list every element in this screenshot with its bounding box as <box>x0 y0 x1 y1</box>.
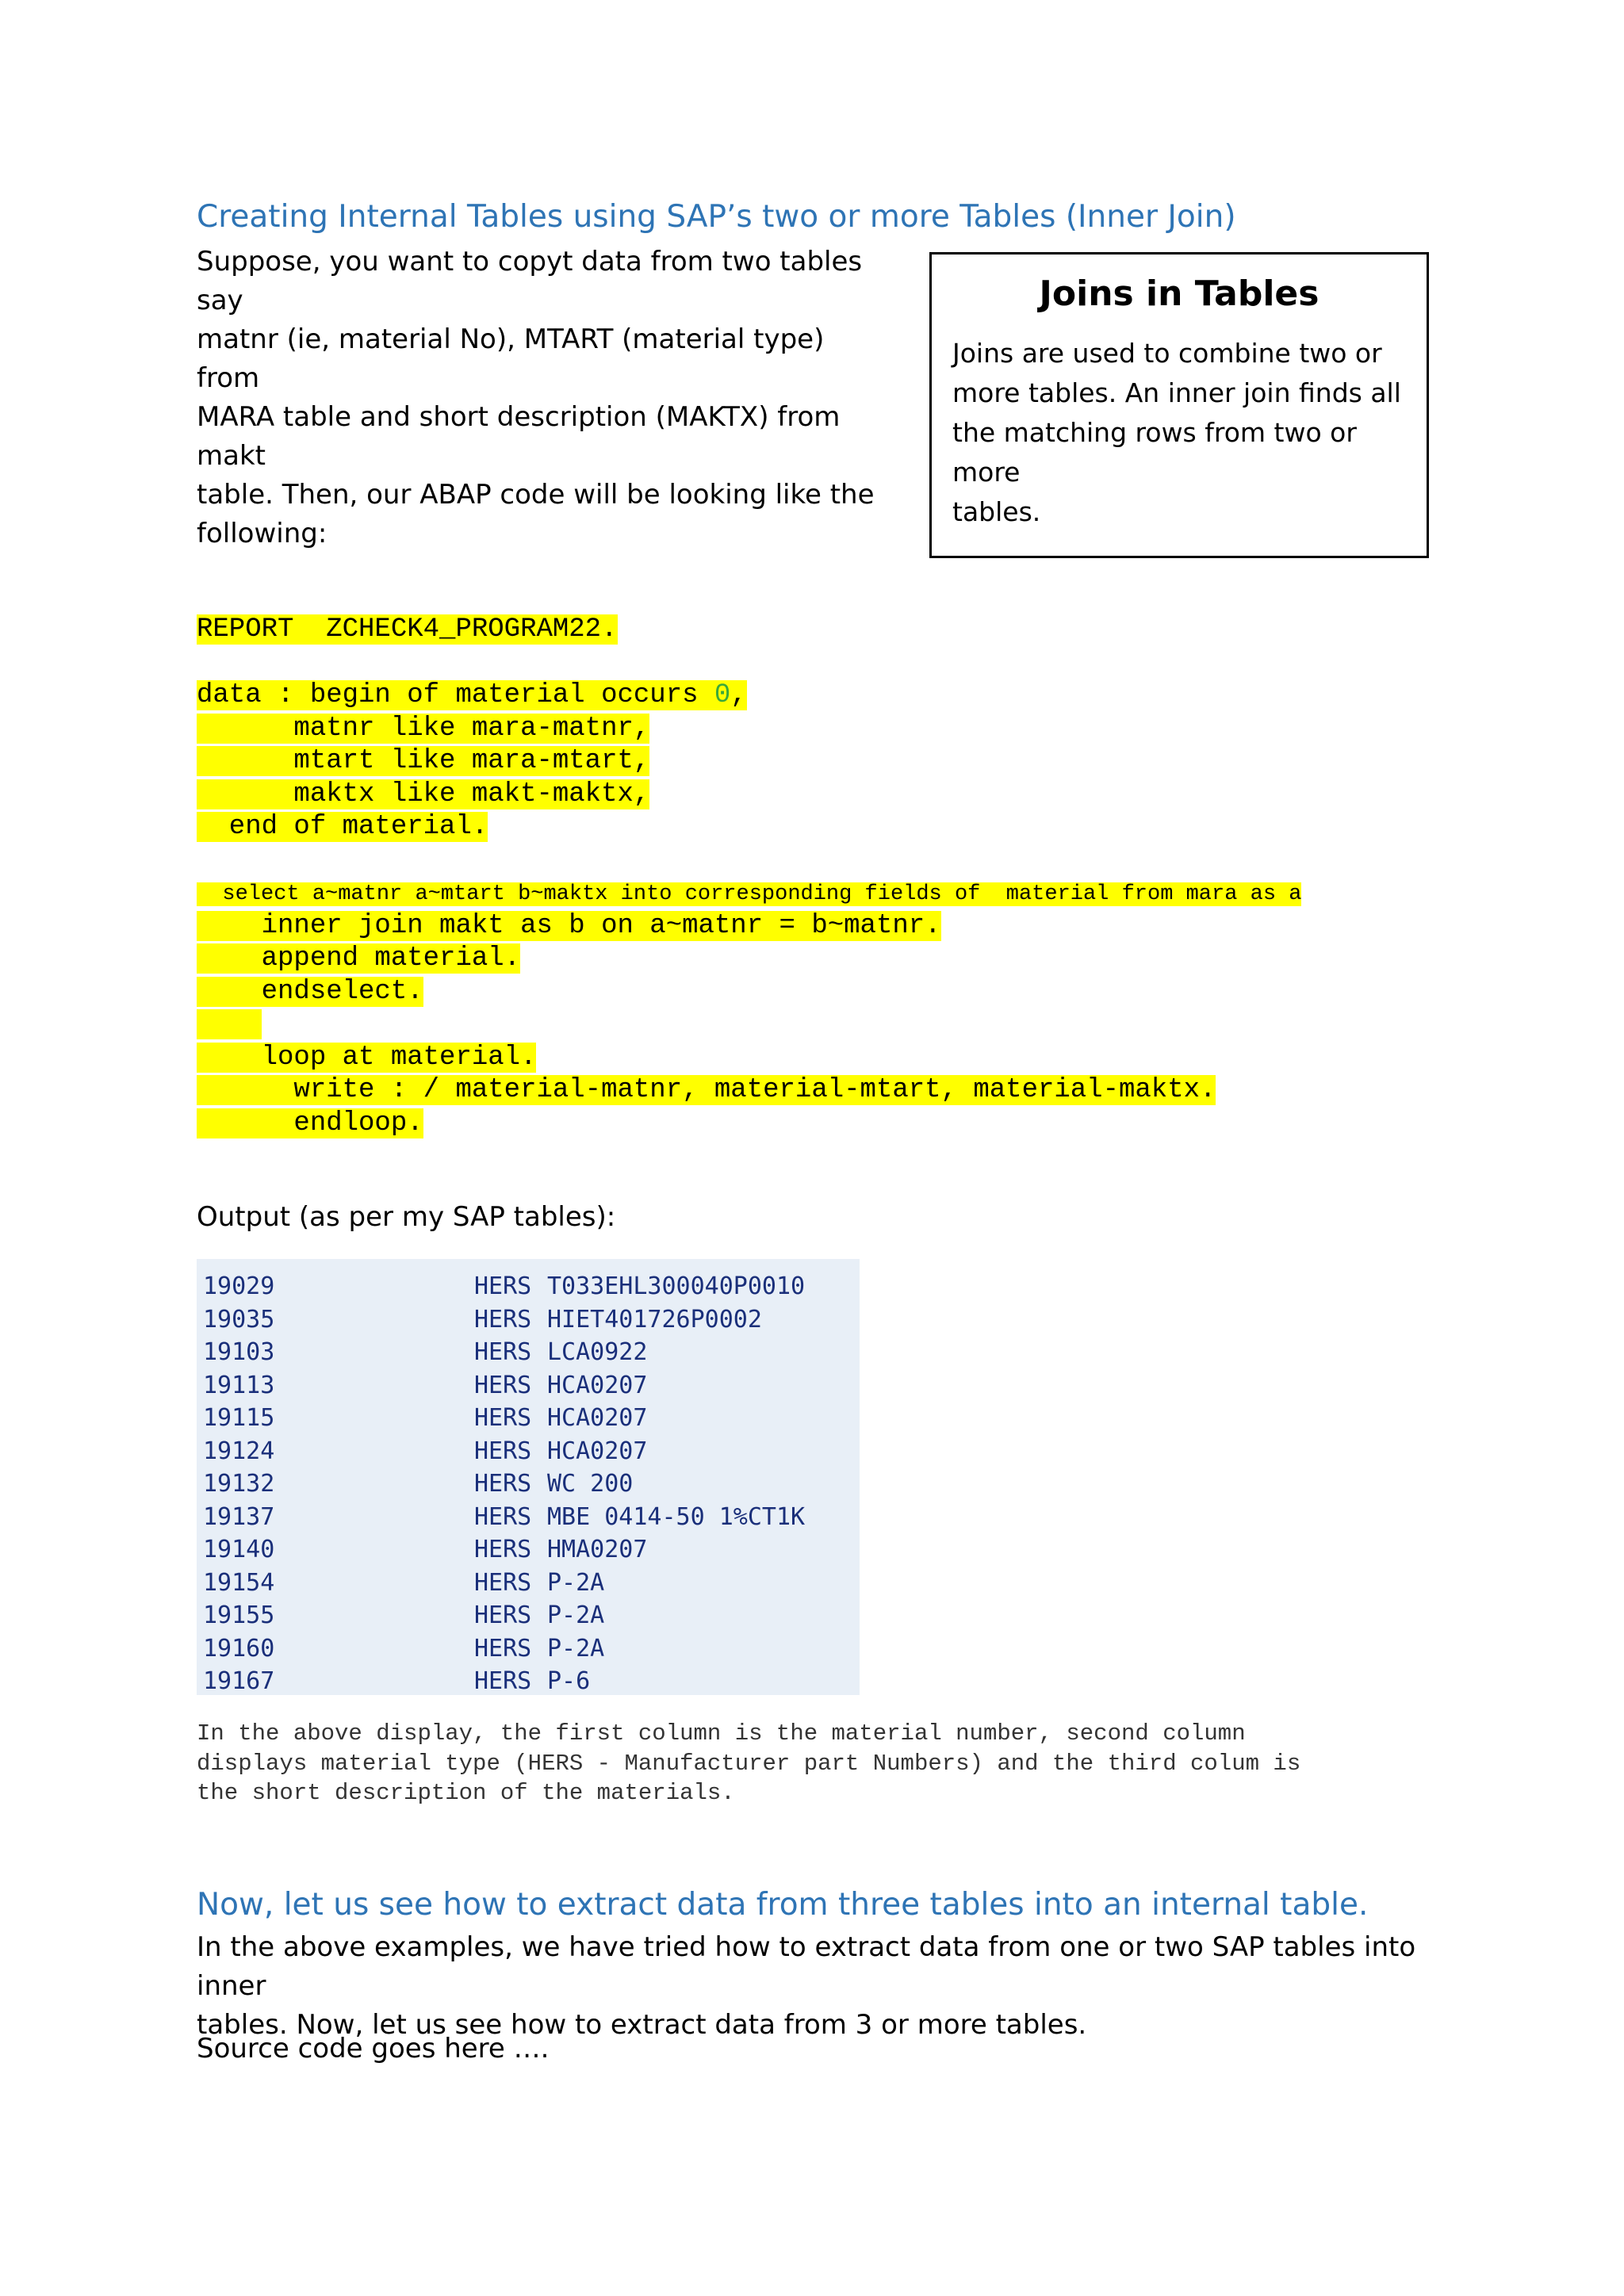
three-tables-paragraph <box>197 1928 1434 2045</box>
material-number-cell: 19124 <box>203 1437 275 1465</box>
material-type-cell: HERS <box>474 1437 532 1465</box>
code-text <box>197 680 747 710</box>
code-line <box>197 976 1301 1009</box>
code-line <box>197 614 1301 647</box>
caption-line: In the above display, the first column is the material number, second column <box>197 1720 1246 1747</box>
code-line <box>197 877 1301 910</box>
material-type-cell: HERS <box>474 1404 532 1432</box>
joins-info-line: more tables. An inner join finds all <box>952 377 1401 408</box>
output-row <box>203 1435 860 1468</box>
short-description-cell: HIET401726P0002 <box>547 1305 762 1334</box>
material-number-cell: 19167 <box>203 1667 275 1695</box>
code-text: end of material. <box>197 812 488 842</box>
source-code-placeholder: Source code goes here …. <box>197 2033 550 2064</box>
intro-line: following: <box>197 518 327 549</box>
code-line <box>197 779 1301 812</box>
intro-line: table. Then, our ABAP code will be looking like the <box>197 479 875 511</box>
code-text-part: , <box>730 680 747 710</box>
intro-line: matnr (ie, material No), MTART (material type) from <box>197 323 825 394</box>
code-line <box>197 910 1301 943</box>
sap-output-box <box>197 1259 860 1695</box>
joins-info-line: tables. <box>952 496 1041 527</box>
intro-line: Suppose, you want to copyt data from two tables say <box>197 246 863 316</box>
output-row <box>203 1336 860 1369</box>
caption-line: displays material type (HERS - Manufacturer part Numbers) and the third colum is <box>197 1750 1301 1777</box>
short-description-cell: LCA0922 <box>547 1338 648 1366</box>
material-number-cell: 19113 <box>203 1371 275 1399</box>
section-heading-inner-join: Creating Internal Tables using SAP’s two or more Tables (Inner Join) <box>197 199 1236 235</box>
material-type-cell: HERS <box>474 1536 532 1563</box>
short-description-cell: HCA0207 <box>547 1404 648 1432</box>
joins-info-text <box>952 334 1406 532</box>
output-row <box>203 1402 860 1435</box>
short-description-cell: HCA0207 <box>547 1371 648 1399</box>
material-number-cell: 19155 <box>203 1601 275 1629</box>
output-row <box>203 1369 860 1402</box>
paragraph-line: tables. Now, let us see how to extract data from 3 or more tables. <box>197 2009 1087 2041</box>
material-number-cell: 19115 <box>203 1404 275 1432</box>
short-description-cell: T033EHL300040P0010 <box>547 1272 806 1300</box>
paragraph-line: In the above examples, we have tried how to extract data from one or two SAP tables into inner <box>197 1931 1416 2002</box>
code-text: select a~matnr a~mtart b~maktx into corresponding fields of material from mara as a <box>197 882 1302 906</box>
output-row <box>203 1303 860 1337</box>
code-text: append material. <box>197 943 521 974</box>
material-number-cell: 19029 <box>203 1272 275 1300</box>
caption-line: the short description of the materials. <box>197 1780 735 1806</box>
code-line <box>197 1042 1301 1075</box>
intro-line: MARA table and short description (MAKTX) from makt <box>197 401 841 472</box>
code-line <box>197 745 1301 779</box>
code-text-part: data : begin of material occurs <box>197 680 714 710</box>
output-row <box>203 1665 860 1698</box>
material-type-cell: HERS <box>474 1634 532 1663</box>
short-description-cell: HMA0207 <box>547 1536 648 1563</box>
material-type-cell: HERS <box>474 1470 532 1498</box>
code-text: matnr like mara-matnr, <box>197 713 650 744</box>
short-description-cell: MBE 0414-50 1%CT1K <box>547 1502 806 1531</box>
output-row <box>203 1533 860 1567</box>
code-number-literal: 0 <box>714 680 731 710</box>
joins-info-box <box>929 252 1429 558</box>
material-type-cell: HERS <box>474 1502 532 1531</box>
short-description-cell: WC 200 <box>547 1470 634 1498</box>
joins-info-title: Joins in Tables <box>1039 274 1320 314</box>
short-description-cell: P-2A <box>547 1634 605 1663</box>
material-type-cell: HERS <box>474 1305 532 1334</box>
code-text: inner join makt as b on a~matnr = b~matnr. <box>197 910 941 941</box>
material-number-cell: 19140 <box>203 1536 275 1563</box>
short-description-cell: P-2A <box>547 1601 605 1629</box>
short-description-cell: P-6 <box>547 1667 591 1695</box>
material-type-cell: HERS <box>474 1371 532 1399</box>
joins-info-line: Joins are used to combine two or <box>952 338 1382 369</box>
material-number-cell: 19103 <box>203 1338 275 1366</box>
material-type-cell: HERS <box>474 1568 532 1597</box>
joins-info-line: the matching rows from two or more <box>952 417 1357 488</box>
output-row <box>203 1270 860 1303</box>
code-line <box>197 1008 1301 1042</box>
section-heading-three-tables: Now, let us see how to extract data from three tables into an internal table. <box>197 1887 1369 1923</box>
code-blank-line <box>197 844 1301 878</box>
material-number-cell: 19160 <box>203 1634 275 1663</box>
output-caption <box>197 1719 1434 1808</box>
output-row <box>203 1501 860 1534</box>
code-line <box>197 1074 1301 1108</box>
code-line <box>197 1108 1301 1141</box>
code-line <box>197 679 1301 713</box>
material-type-cell: HERS <box>474 1272 532 1300</box>
code-line <box>197 943 1301 976</box>
material-number-cell: 19132 <box>203 1470 275 1498</box>
output-row <box>203 1599 860 1632</box>
material-number-cell: 19035 <box>203 1305 275 1334</box>
code-blank-line <box>197 647 1301 680</box>
output-row <box>203 1632 860 1666</box>
code-text: REPORT ZCHECK4_PROGRAM22. <box>197 614 618 645</box>
code-line <box>197 713 1301 746</box>
output-row <box>203 1468 860 1501</box>
code-text: write : / material-matnr, material-mtart, material-maktx. <box>197 1075 1216 1105</box>
material-number-cell: 19137 <box>203 1502 275 1531</box>
short-description-cell: P-2A <box>547 1568 605 1597</box>
output-label: Output (as per my SAP tables): <box>197 1201 616 1233</box>
code-line <box>197 811 1301 844</box>
code-text: loop at material. <box>197 1042 537 1073</box>
code-text: maktx like makt-maktx, <box>197 779 650 809</box>
intro-paragraph <box>197 243 879 553</box>
material-type-cell: HERS <box>474 1601 532 1629</box>
abap-code-block <box>197 614 1301 1140</box>
material-type-cell: HERS <box>474 1338 532 1366</box>
code-text: mtart like mara-mtart, <box>197 746 650 776</box>
material-type-cell: HERS <box>474 1667 532 1695</box>
output-row <box>203 1567 860 1600</box>
material-number-cell: 19154 <box>203 1568 275 1597</box>
code-text: endselect. <box>197 976 423 1007</box>
short-description-cell: HCA0207 <box>547 1437 648 1465</box>
code-text: endloop. <box>197 1108 423 1138</box>
code-text <box>197 1009 262 1039</box>
